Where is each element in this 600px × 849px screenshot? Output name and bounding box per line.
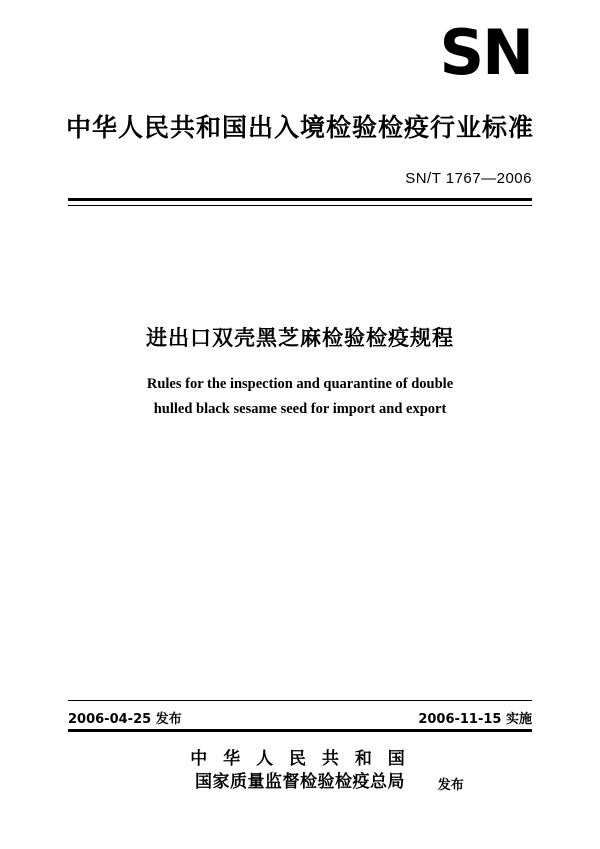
document-title-english-line2: hulled black sesame seed for import and export (153, 401, 447, 418)
issuer-line-1: 中 华 人 民 共 和 国 (190, 749, 410, 769)
document-title-english (0, 372, 600, 423)
footer-rule-thin (68, 700, 532, 701)
sn-logo: SN (439, 16, 532, 89)
document-title-english-line1: Rules for the inspection and quarantine of double (146, 376, 454, 392)
standard-series-title: 中华人民共和国出入境检验检疫行业标准 (65, 113, 534, 142)
dates-row (68, 708, 532, 727)
issuer-publish-label: 发布 (437, 777, 464, 793)
implement-date: 2006-11-15 实施 (418, 712, 532, 727)
header-rule-thin (68, 205, 532, 206)
issuer-line-2: 国家质量监督检验检疫总局 (194, 771, 405, 792)
footer-rule-thick (68, 729, 532, 732)
header-rule-thick (68, 198, 532, 201)
issue-date: 2006-04-25 发布 (68, 712, 182, 727)
document-title-chinese: 进出口双壳黑芝麻检验检疫规程 (146, 326, 454, 350)
issuer-inner (190, 748, 464, 794)
issuer-block (0, 748, 600, 794)
standard-number: SN/T 1767—2006 (405, 170, 532, 187)
